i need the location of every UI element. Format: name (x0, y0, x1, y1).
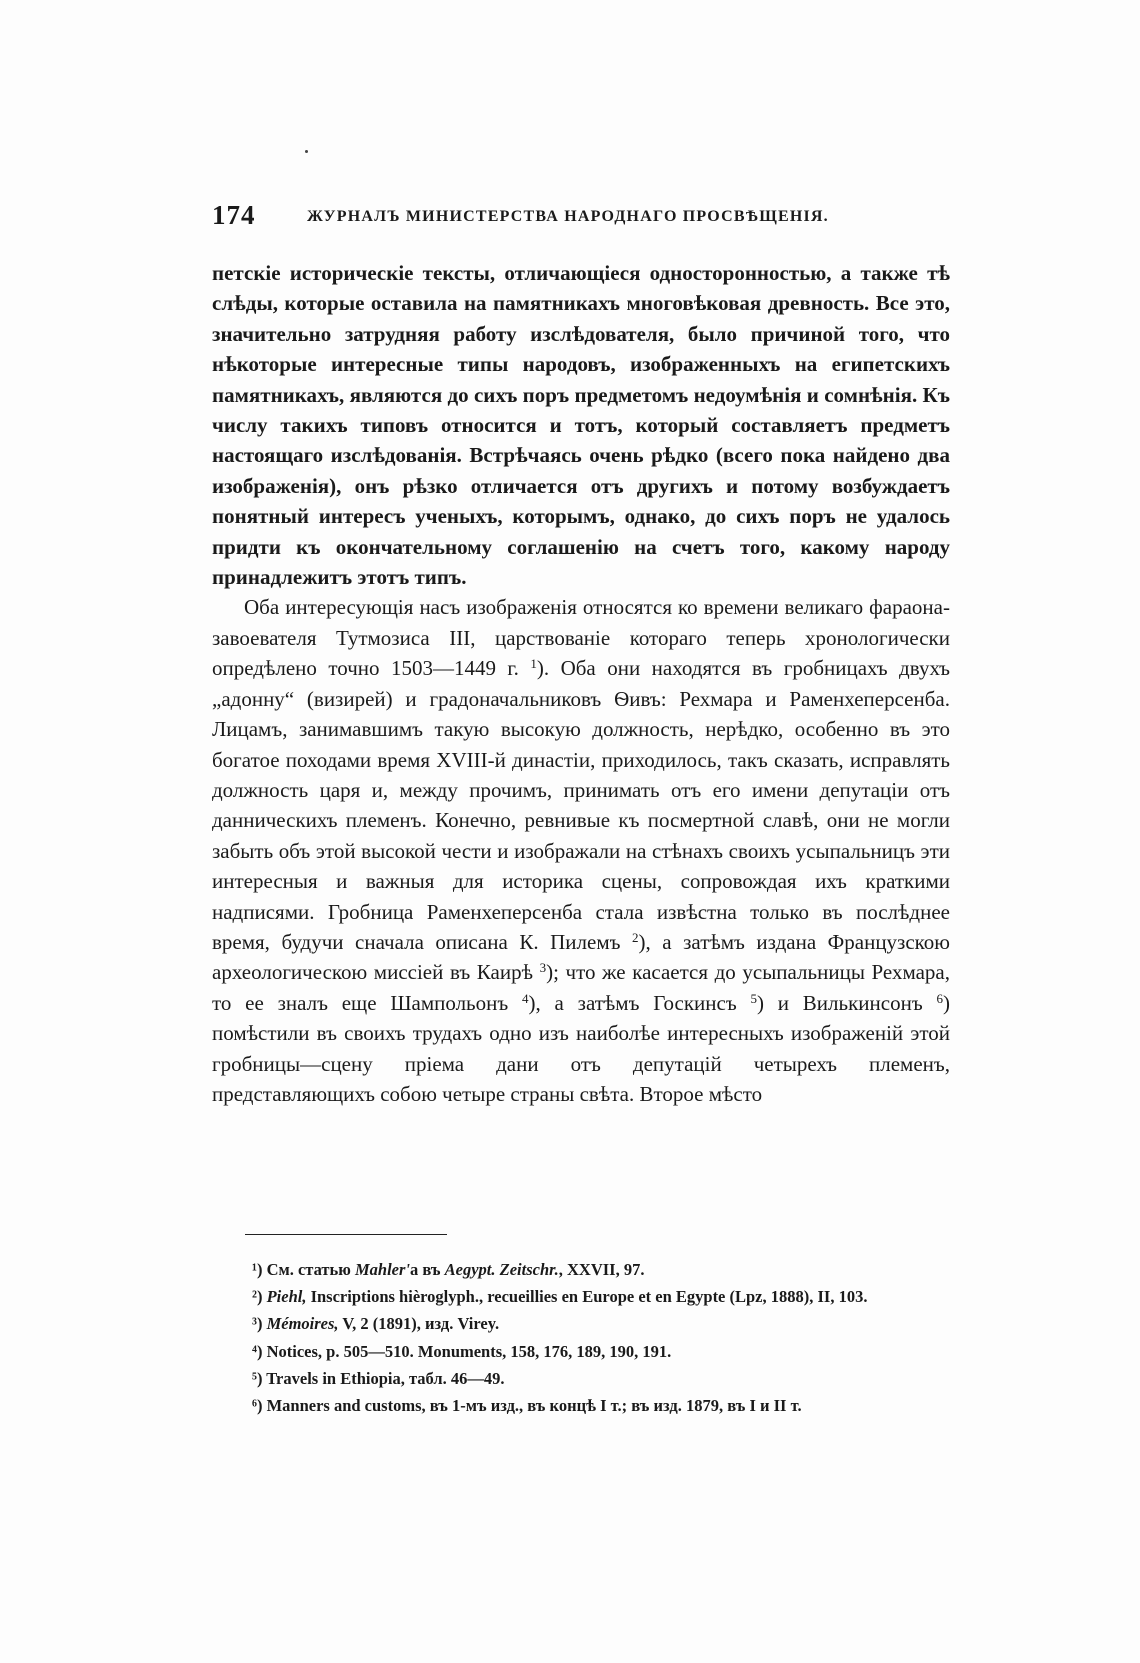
paragraph-2-text: ), а затѣмъ Госкинсъ (528, 990, 751, 1015)
ink-speck (305, 150, 308, 153)
paragraph-2-text: Оба интересующія насъ изображенія относятся ко времени великаго фараона-завоевателя Тутмозиса III, царствованіе котораго теперь хронологически опредѣлено точно 1503—1449 г. (212, 595, 950, 681)
paragraph-2 (212, 592, 950, 1109)
footnote-mark: ¹) (252, 1260, 263, 1279)
page-number: 174 (212, 200, 256, 230)
footnote-mark: ⁵) (252, 1368, 263, 1388)
footnotes (212, 1256, 950, 1419)
footnote: ⁴) Notices, p. 505—510. Monuments, 158, 176, 189, 190, 191. (252, 1341, 672, 1361)
footnote-mark: ⁴) (252, 1341, 263, 1361)
footnote-ref: 4 (522, 990, 529, 1006)
footnote-ref: 1 (530, 656, 537, 672)
footnote-mark: ⁶) (252, 1396, 263, 1416)
footnote: ⁵) Travels in Ethiopia, табл. 46—49. (252, 1368, 505, 1388)
footnote: ⁶) Manners and customs, въ 1-мъ изд., въ концѣ I т.; въ изд. 1879, въ I и II т. (252, 1396, 802, 1416)
body-text (212, 258, 950, 1109)
footnote-ref: 2 (632, 929, 639, 945)
footnote-mark: ²) (252, 1287, 263, 1307)
paragraph-2-text: ) и Вилькинсонъ (757, 990, 937, 1015)
footnote-ref: 3 (539, 960, 547, 976)
footnote-mark: ³) (252, 1314, 263, 1334)
page-header (212, 200, 950, 240)
footnote: ³) Mémoires, V, 2 (1891), изд. Virey. (252, 1314, 500, 1334)
paragraph-1: петскіе историческіе тексты, отличающіеся односторонностью, а также тѣ слѣды, которые оставила на памятникахъ многовѣковая древность. Все это, значительно затрудняя работу изслѣдователя, было причиной того, что нѣкоторые интересные типы народовъ, изображенныхъ на египетскихъ памятникахъ, являются до сихъ поръ предметомъ недоумѣнія и сомнѣнія. Къ числу такихъ типовъ относится и тотъ, который составляетъ предметъ настоящаго изслѣдованія. Встрѣчаясь очень рѣдко (всего пока найдено два изображенія), онъ рѣзко отличается отъ другихъ и потому возбуждаетъ понятный интересъ ученыхъ, которымъ, однако, до сихъ поръ не удалось придти къ окончательному соглашенію на счетъ того, какому народу принадлежитъ этотъ типъ. (212, 261, 950, 590)
paragraph-2-text: ), а затѣмъ издана Французскою археологическою миссіей въ Каирѣ (212, 929, 950, 985)
paragraph-2-text: ); что же касается до усыпальницы Рехмара, то ее зналъ еще Шампольонъ (212, 960, 951, 1015)
footnote: ¹) См. статью Mahler'а въ Aegypt. Zeitschr., XXVII, 97. (252, 1260, 645, 1279)
footnote-divider (245, 1234, 447, 1235)
paragraph-2-text: ). Оба они находятся въ гробницахъ двухъ „адонну“ (визирей) и градоначальниковъ Ѳивъ: Рехмара и Раменхеперсенба. Лицамъ, занимавшимъ такую высокую должность, нерѣдко, особенно въ это богатое походами время XVIII-й династіи, приходилось, такъ сказать, исправлять должность царя и, между прочимъ, принимать отъ его имени депутаціи отъ данническихъ племенъ. Конечно, ревнивые къ посмертной славѣ, они не могли забыть объ этой высокой чести и изображали на стѣнахъ своихъ усыпальницъ эти интересныя и важныя для историка сцены, сопровождая ихъ краткими надписями. Гробница Раменхеперсенба стала извѣстна только въ послѣднее время, будучи сначала описана К. Пилемъ (212, 656, 950, 954)
paragraph-2-text: ) помѣстили въ своихъ трудахъ одно изъ наиболѣе интересныхъ изображеній этой гробницы—сцену пріема дани отъ депутацій четырехъ племенъ, представляющихъ собою четыре страны свѣта. Второе мѣсто (212, 990, 950, 1106)
footnote-ref: 6 (936, 990, 943, 1006)
footnote-ref: 5 (750, 990, 758, 1006)
running-title: ЖУРНАЛЪ МИНИСТЕРСТВА НАРОДНАГО ПРОСВѢЩЕНІЯ. (307, 208, 829, 225)
footnote: ²) Piehl, Inscriptions hièroglyph., recueillies en Europe et en Egypte (Lpz, 1888), II, 103. (252, 1287, 868, 1307)
